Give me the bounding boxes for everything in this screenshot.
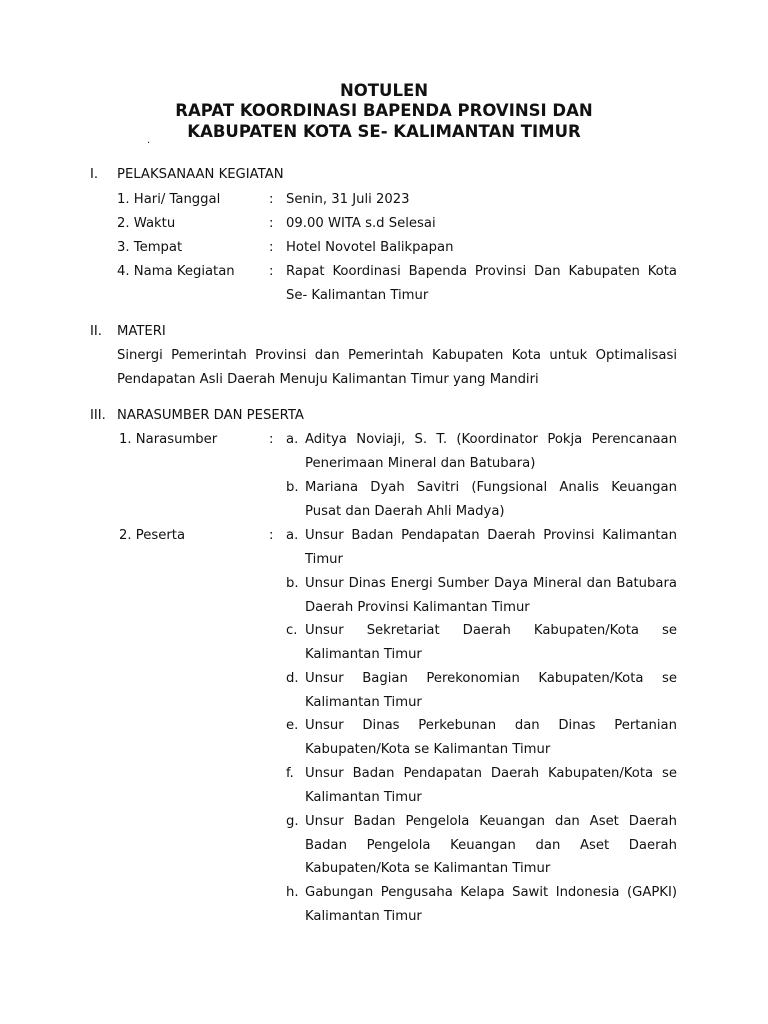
section1-heading: PELAKSANAAN KEGIATAN xyxy=(117,167,284,182)
narasumber-label: 1. Narasumber xyxy=(119,432,218,447)
peserta-a-line2: Timur xyxy=(305,552,343,567)
item-nama-kegiatan-value: Rapat Koordinasi Bapenda Provinsi Dan Kabupaten Kota xyxy=(286,264,677,279)
narasumber-a-marker: a. xyxy=(286,432,299,447)
peserta-a-line1: Unsur Badan Pendapatan Daerah Provinsi Kalimantan xyxy=(305,528,677,543)
item-nama-kegiatan-colon: : xyxy=(269,264,274,279)
peserta-g-marker: g. xyxy=(286,814,299,829)
peserta-h-line2: Kalimantan Timur xyxy=(305,909,422,924)
peserta-label: 2. Peserta xyxy=(119,528,186,543)
item-nama-kegiatan-label: 4. Nama Kegiatan xyxy=(117,264,235,279)
section1-number: I. xyxy=(90,167,99,182)
peserta-d-line1: Unsur Bagian Perekonomian Kabupaten/Kota se xyxy=(305,671,677,686)
narasumber-b-line1: Mariana Dyah Savitri (Fungsional Analis Keuangan xyxy=(305,480,677,495)
stray-dot: . xyxy=(147,135,151,146)
peserta-a-marker: a. xyxy=(286,528,299,543)
item-tempat-label: 3. Tempat xyxy=(117,240,183,255)
item-waktu-label: 2. Waktu xyxy=(117,216,176,231)
narasumber-colon: : xyxy=(269,432,274,447)
peserta-c-line1: Unsur Sekretariat Daerah Kabupaten/Kota se xyxy=(305,623,677,638)
peserta-f-marker: f. xyxy=(286,766,294,781)
document-subtitle-line2: KABUPATEN KOTA SE- KALIMANTAN TIMUR xyxy=(187,122,581,141)
peserta-e-line2: Kabupaten/Kota se Kalimantan Timur xyxy=(305,742,551,757)
narasumber-b-marker: b. xyxy=(286,480,299,495)
peserta-f-line2: Kalimantan Timur xyxy=(305,790,422,805)
peserta-d-marker: d. xyxy=(286,671,299,686)
peserta-b-line2: Daerah Provinsi Kalimantan Timur xyxy=(305,600,530,615)
item-hari-colon: : xyxy=(269,192,274,207)
peserta-b-marker: b. xyxy=(286,576,299,591)
item-hari-value: Senin, 31 Juli 2023 xyxy=(286,192,410,207)
narasumber-a-line1: Aditya Noviaji, S. T. (Koordinator Pokja Perencanaan xyxy=(305,432,677,447)
peserta-g-line2: Badan Pengelola Keuangan dan Aset Daerah xyxy=(305,838,677,853)
peserta-h-marker: h. xyxy=(286,885,299,900)
item-waktu-colon: : xyxy=(269,216,274,231)
peserta-f-line1: Unsur Badan Pendapatan Daerah Kabupaten/Kota se xyxy=(305,766,677,781)
peserta-c-marker: c. xyxy=(286,623,298,638)
peserta-d-line2: Kalimantan Timur xyxy=(305,695,422,710)
item-nama-kegiatan-value-cont: Se- Kalimantan Timur xyxy=(286,288,429,303)
document-title: NOTULEN xyxy=(339,81,429,100)
document-subtitle-line1: RAPAT KOORDINASI BAPENDA PROVINSI DAN xyxy=(175,101,593,120)
peserta-colon: : xyxy=(269,528,274,543)
materi-text-line1: Sinergi Pemerintah Provinsi dan Pemerintah Kabupaten Kota untuk Optimalisasi xyxy=(117,348,677,363)
materi-text-line2: Pendapatan Asli Daerah Menuju Kalimantan Timur yang Mandiri xyxy=(117,372,539,387)
peserta-g-line1: Unsur Badan Pengelola Keuangan dan Aset Daerah xyxy=(305,814,677,829)
item-hari-label: 1. Hari/ Tanggal xyxy=(117,192,221,207)
item-tempat-colon: : xyxy=(269,240,274,255)
section3-heading: NARASUMBER DAN PESERTA xyxy=(117,408,304,423)
peserta-b-line1: Unsur Dinas Energi Sumber Daya Mineral dan Batubara xyxy=(305,576,677,591)
section2-heading: MATERI xyxy=(117,324,166,339)
narasumber-b-line2: Pusat dan Daerah Ahli Madya) xyxy=(305,504,505,519)
item-tempat-value: Hotel Novotel Balikpapan xyxy=(286,240,454,255)
narasumber-a-line2: Penerimaan Mineral dan Batubara) xyxy=(305,456,536,471)
peserta-h-line1: Gabungan Pengusaha Kelapa Sawit Indonesia (GAPKI) xyxy=(305,885,677,900)
item-waktu-value: 09.00 WITA s.d Selesai xyxy=(286,216,436,231)
peserta-g-line3: Kabupaten/Kota se Kalimantan Timur xyxy=(305,861,551,876)
section3-number: III. xyxy=(90,408,106,423)
peserta-c-line2: Kalimantan Timur xyxy=(305,647,422,662)
peserta-e-line1: Unsur Dinas Perkebunan dan Dinas Pertanian xyxy=(305,718,677,733)
peserta-e-marker: e. xyxy=(286,718,299,733)
section2-number: II. xyxy=(90,324,102,339)
